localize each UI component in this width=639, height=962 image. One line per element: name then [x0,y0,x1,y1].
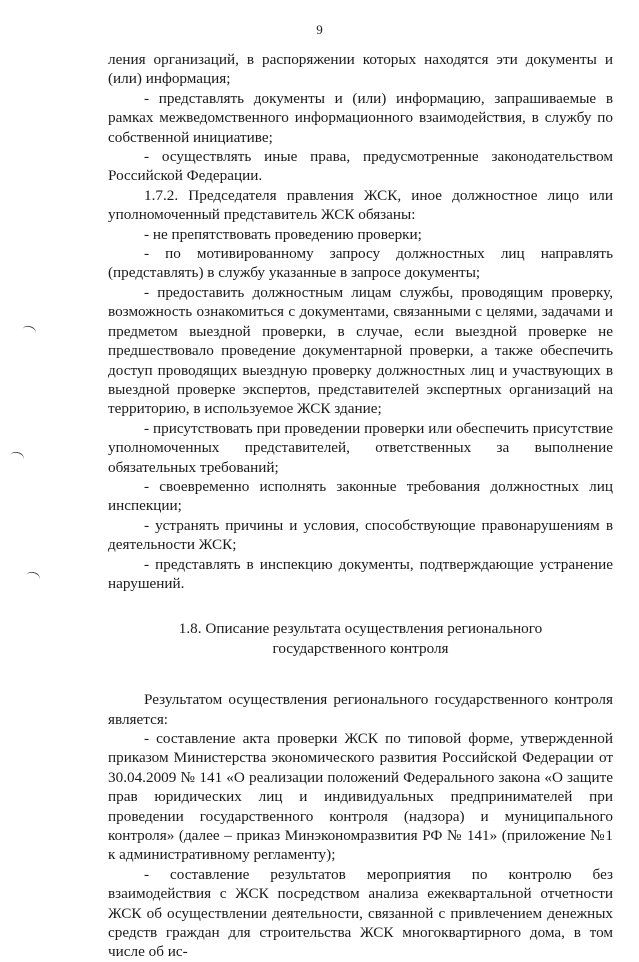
paragraph: - устранять причины и условия, способствующие правонарушениям в деятельности ЖСК; [108,516,613,554]
paragraph: - предоставить должностным лицам службы, проводящим проверку, возможность ознакомиться с документами, связанными с целями, задачами и предметом выездной проверки, в случае, если выездной проверке не предшествовало проведение документарной проверки, а также обеспечить доступ проводящих выездную проверку должностных лиц и участвующих в выездной проверке экспертов, представителей экспертных организаций на территорию, в используемое ЖСК здание; [108,283,613,418]
paragraph: - не препятствовать проведению проверки; [144,225,422,243]
paragraph: - составление результатов мероприятия по контролю без взаимодействия с ЖСК посредством анализа ежеквартальной отчетности ЖСК об осуществлении деятельности, связанной с привлечением денежных средств граждан для строительства ЖСК многоквартирного дома, в том числе об ис- [108,865,613,961]
paragraph: - представлять в инспекцию документы, подтверждающие устранение нарушений. [108,555,613,592]
paragraph: - своевременно исполнять законные требования должностных лиц инспекции; [108,477,613,515]
paragraph: - по мотивированному запросу должностных лиц направлять (представлять) в службу указанные в запросе документы; [108,245,613,282]
margin-mark [25,570,42,585]
paragraph: - составление акта проверки ЖСК по типовой форме, утвержденной приказом Министерства экономического развития Российской Федерации от 30.04.2009 № 141 «О реализации положений Федерального закона «О защите прав юридических лиц и индивидуальных предпринимателей при проведении государственного контроля (надзора) и муниципального контроля» (далее – приказ Минэкономразвития РФ № 141» (приложение №1 к административному регламенту); [108,730,613,864]
paragraph: - присутствовать при проведении проверки или обеспечить присутствие уполномоченных представителей, ответственных за выполнение обязательных требований; [108,419,613,476]
paragraph: Результатом осуществления регионального государственного контроля является: [108,691,613,728]
paragraph: - осуществлять иные права, предусмотренные законодательством Российской Федерации. [108,148,613,185]
paragraph: - представлять документы и (или) информацию, запрашиваемые в рамках межведомственного информационного взаимодействия, в службу по собственной инициативе; [108,89,613,146]
paragraph: 1.7.2. Председателя правления ЖСК, иное должностное лицо или уполномоченный представитель ЖСК обязаны: [108,186,613,224]
section-heading: 1.8. Описание результата осуществления регионального государственного контроля [178,620,543,657]
margin-mark [9,450,26,465]
page-number: 9 [316,22,323,37]
paragraph: ления организаций, в распоряжении которых находятся эти документы и (или) информация; [108,51,613,88]
document-body [108,50,613,962]
margin-mark [21,324,38,339]
